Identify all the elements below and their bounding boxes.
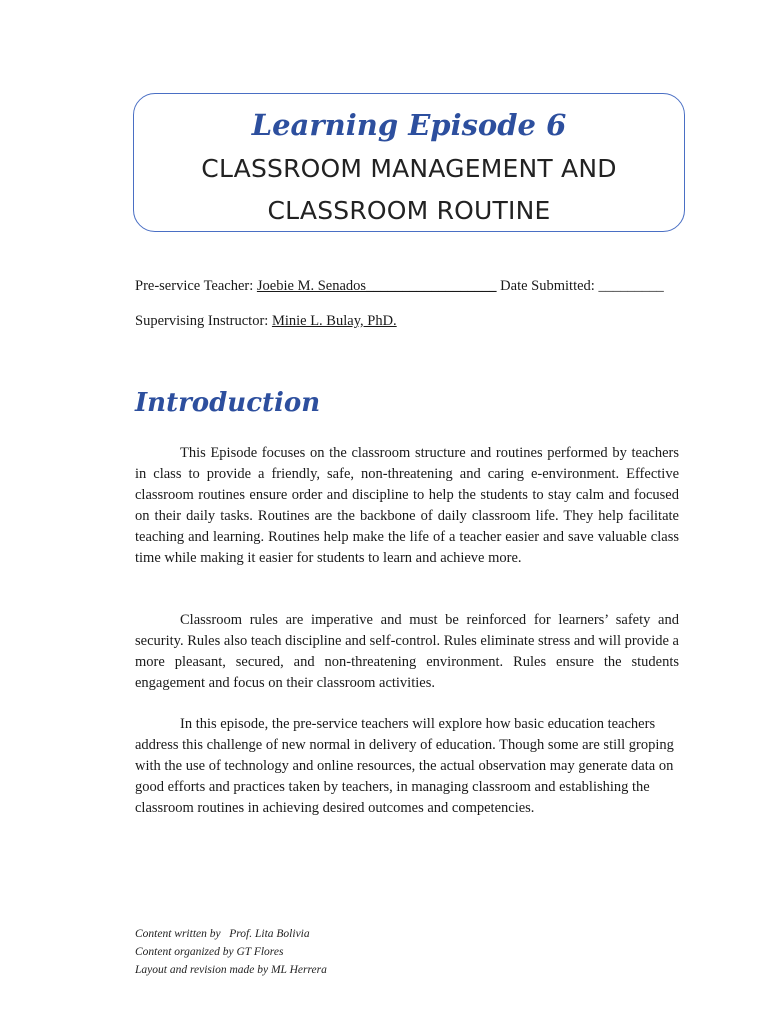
title-box bbox=[133, 93, 685, 232]
credits-footer bbox=[135, 925, 327, 979]
instructor-label: Supervising Instructor: bbox=[135, 313, 269, 329]
intro-paragraph-2: Classroom rules are imperative and must be reinforced for learners’ safety and security. Rules also teach discipline and self-control. Rules eliminate stress and will provide a more pleasant, secured, and non-threatening environment. Rules ensure the students engagement and focus on their classroom activities. bbox=[135, 612, 679, 691]
episode-subtitle-line-1: CLASSROOM MANAGEMENT AND bbox=[201, 154, 617, 183]
credit-line-written: Content written by Prof. Lita Bolivia bbox=[135, 928, 310, 940]
episode-subtitle-line-2: CLASSROOM ROUTINE bbox=[267, 196, 551, 225]
intro-paragraph-1: This Episode focuses on the classroom structure and routines performed by teachers in class to provide a friendly, safe, non-threatening and caring e-environment. Effective classroom routines ensure order and discipline to help the students to stay calm and focused on their daily tasks. Routines are the backbone of daily classroom life. They help facilitate teaching and learning. Routines help make the life of a teacher easier and save valuable class time while making it easier for students to learn and achieve more. bbox=[135, 445, 679, 566]
episode-title: Learning Episode 6 bbox=[251, 108, 567, 142]
instructor-name: Minie L. Bulay, PhD. bbox=[271, 313, 397, 329]
credit-line-layout: Layout and revision made by ML Herrera bbox=[135, 964, 327, 976]
credit-line-organized: Content organized by GT Flores bbox=[135, 946, 284, 958]
intro-paragraph-3: In this episode, the pre-service teachers will explore how basic education teachers address this challenge of new normal in delivery of education. Though some are still groping with the use of technology and online resources, the actual observation may generate data on good efforts and practices taken by teachers, in managing classroom and establishing the classroom routines in achieving desired outcomes and competencies. bbox=[135, 716, 674, 816]
teacher-label: Pre-service Teacher: bbox=[135, 278, 254, 294]
teacher-name: Joebie M. Senados__________________ bbox=[256, 278, 497, 294]
date-submitted-value: _________ bbox=[598, 278, 664, 294]
introduction-heading: Introduction bbox=[135, 388, 321, 418]
teacher-info-line bbox=[135, 276, 680, 296]
instructor-info-line bbox=[135, 311, 397, 331]
date-submitted-label: Date Submitted: bbox=[500, 278, 595, 294]
